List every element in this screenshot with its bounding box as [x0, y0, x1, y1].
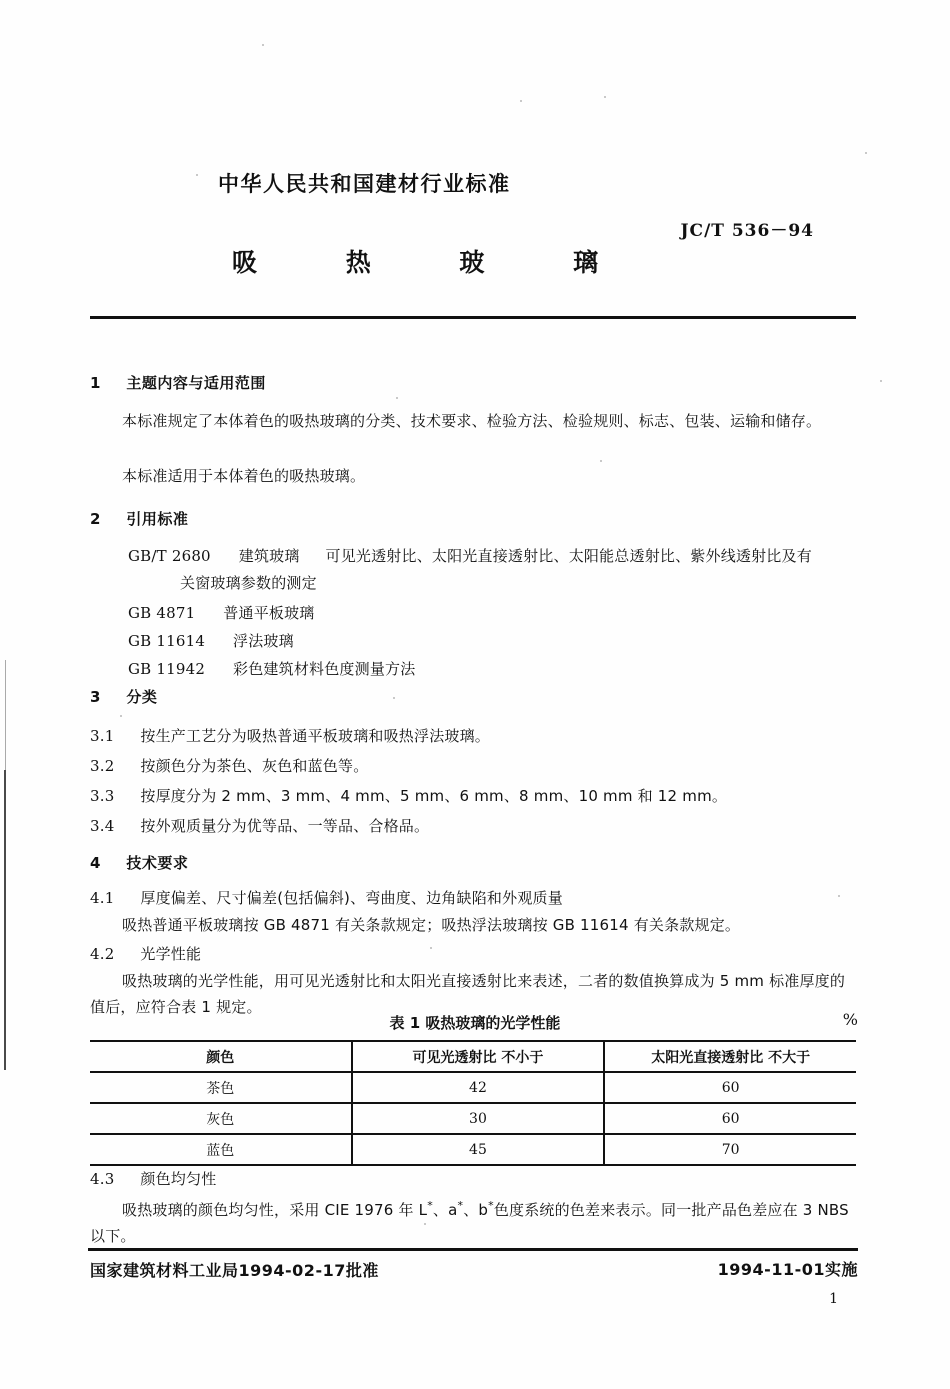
- standard-organization: 中华人民共和国建材行业标准: [218, 172, 511, 196]
- clause-3-1: [90, 723, 490, 749]
- table-caption: 表 1 吸热玻璃的光学性能: [389, 1014, 561, 1032]
- clause-text-3-1: 按生产工艺分为吸热普通平板玻璃和吸热浮法玻璃。: [140, 727, 491, 745]
- section-number-3: 3: [90, 688, 101, 706]
- clause-4-2-title-row: [90, 941, 201, 967]
- clause-4-3-body-post: 色度系统的色差来表示。同一批产品色差应在 3 NBS 以下。: [90, 1201, 849, 1245]
- asterisk-b: *: [488, 1199, 494, 1212]
- section-heading-4: [90, 852, 188, 873]
- clause-4-3-body-mid: 、a: [432, 1201, 458, 1219]
- cell-solar: 60: [604, 1103, 856, 1134]
- cell-color: 蓝色: [90, 1134, 352, 1165]
- reference-item-1: [128, 600, 315, 626]
- clause-4-3-title-row: [90, 1166, 216, 1192]
- page-title: 吸 热 玻 璃: [232, 248, 639, 277]
- reference-name-1: 普通平板玻璃: [223, 604, 315, 622]
- scan-speck: [604, 96, 606, 98]
- clause-text-3-3: 按厚度分为 2 mm、3 mm、4 mm、5 mm、6 mm、8 mm、10 mm 和 12 mm。: [140, 787, 728, 805]
- standard-code: JC/T 536－94: [680, 221, 814, 241]
- scan-speck: [600, 460, 602, 462]
- clause-title-4-1: 厚度偏差、尺寸偏差(包括偏斜)、弯曲度、边角缺陷和外观质量: [140, 889, 563, 907]
- clause-title-4-2: 光学性能: [140, 945, 202, 963]
- clause-number-3-4: 3.4: [90, 817, 115, 835]
- cell-color: 灰色: [90, 1103, 352, 1134]
- scan-speck: [262, 44, 264, 46]
- reference-name-3: 彩色建筑材料色度测量方法: [233, 660, 416, 678]
- section-1-paragraph-1: 本标准规定了本体着色的吸热玻璃的分类、技术要求、检验方法、检验规则、标志、包装、运输和储存。: [122, 412, 822, 430]
- page-number: 1: [829, 1291, 838, 1307]
- scan-speck: [430, 947, 432, 949]
- clause-4-2-body: 吸热玻璃的光学性能，用可见光透射比和太阳光直接透射比来表述，二者的数值换算成为 5 mm 标准厚度的值后，应符合表 1 规定。: [90, 972, 846, 1016]
- section-title-4: 技术要求: [126, 854, 189, 872]
- scan-speck: [393, 697, 395, 699]
- scan-speck: [120, 715, 122, 717]
- section-number-2: 2: [90, 510, 101, 528]
- section-title-3: 分类: [126, 688, 158, 706]
- scan-speck: [196, 174, 198, 176]
- clause-3-2: [90, 753, 368, 779]
- reference-item-0: [128, 543, 858, 569]
- cell-color: 茶色: [90, 1072, 352, 1103]
- section-title-1: 主题内容与适用范围: [126, 374, 266, 392]
- scan-speck: [396, 397, 398, 399]
- cell-solar: 60: [604, 1072, 856, 1103]
- clause-number-4-3: 4.3: [90, 1170, 115, 1188]
- table-header-row: [90, 1041, 856, 1072]
- section-heading-1: [90, 372, 266, 393]
- reference-name-2: 浮法玻璃: [233, 632, 294, 650]
- cell-visible: 45: [352, 1134, 605, 1165]
- reference-item-2: [128, 628, 294, 654]
- section-heading-2: [90, 508, 188, 529]
- scan-speck: [520, 100, 522, 102]
- clause-text-3-2: 按颜色分为茶色、灰色和蓝色等。: [140, 757, 369, 775]
- scan-speck: [838, 895, 840, 897]
- cell-solar: 70: [604, 1134, 856, 1165]
- reference-code-3: GB 11942: [128, 660, 206, 678]
- asterisk-a: *: [457, 1199, 464, 1212]
- clause-4-1-body: 吸热普通平板玻璃按 GB 4871 有关条款规定；吸热浮法玻璃按 GB 11614 有关条款规定。: [122, 916, 741, 934]
- footer-divider: [88, 1248, 858, 1251]
- reference-detail-cont-0: 关窗玻璃参数的测定: [180, 574, 317, 592]
- clause-number-3-1: 3.1: [90, 727, 115, 745]
- table-row: [90, 1072, 856, 1103]
- column-header-solar-transmittance: 太阳光直接透射比 不大于: [604, 1041, 856, 1072]
- clause-title-4-3: 颜色均匀性: [140, 1170, 217, 1188]
- reference-name-0: 建筑玻璃: [238, 547, 300, 565]
- clause-4-1-title-row: [90, 885, 563, 911]
- section-number-1: 1: [90, 374, 101, 392]
- scan-speck: [880, 380, 882, 382]
- clause-number-3-3: 3.3: [90, 787, 115, 805]
- column-header-color: 颜色: [90, 1041, 352, 1072]
- section-title-2: 引用标准: [126, 510, 189, 528]
- asterisk-l: *: [427, 1199, 433, 1212]
- clause-4-3-body: [90, 1193, 856, 1249]
- reference-code-1: GB 4871: [128, 604, 196, 622]
- scan-speck: [865, 152, 867, 154]
- cell-visible: 30: [352, 1103, 605, 1134]
- column-header-visible-transmittance: 可见光透射比 不小于: [352, 1041, 605, 1072]
- table-row: [90, 1134, 856, 1165]
- implementation-statement: 1994-11-01实施: [717, 1260, 858, 1279]
- table-row: [90, 1103, 856, 1134]
- header-divider: [90, 316, 856, 319]
- section-number-4: 4: [90, 854, 101, 872]
- cell-visible: 42: [352, 1072, 605, 1103]
- approval-statement: 国家建筑材料工业局1994-02-17批准: [90, 1261, 379, 1280]
- reference-item-3: [128, 656, 415, 682]
- clause-number-4-2: 4.2: [90, 945, 115, 963]
- scan-artifact-line-faint: [5, 660, 6, 770]
- clause-4-3-body-pre: 吸热玻璃的颜色均匀性，采用 CIE 1976 年 L: [122, 1201, 428, 1219]
- optical-performance-table: [90, 1040, 856, 1166]
- section-heading-3: [90, 686, 157, 707]
- reference-code-2: GB 11614: [128, 632, 206, 650]
- clause-text-3-4: 按外观质量分为优等品、一等品、合格品。: [140, 817, 430, 835]
- clause-3-4: [90, 813, 429, 839]
- reference-code-0: GB/T 2680: [128, 547, 211, 565]
- section-1-paragraph-2: 本标准适用于本体着色的吸热玻璃。: [122, 467, 366, 485]
- clause-3-3: [90, 783, 727, 809]
- clause-number-3-2: 3.2: [90, 757, 115, 775]
- clause-number-4-1: 4.1: [90, 889, 115, 907]
- reference-detail-0: 可见光透射比、太阳光直接透射比、太阳能总透射比、紫外线透射比及有: [325, 547, 812, 565]
- clause-4-3-body-mid2: 、b: [463, 1201, 489, 1219]
- table-unit-label: %: [842, 1010, 858, 1029]
